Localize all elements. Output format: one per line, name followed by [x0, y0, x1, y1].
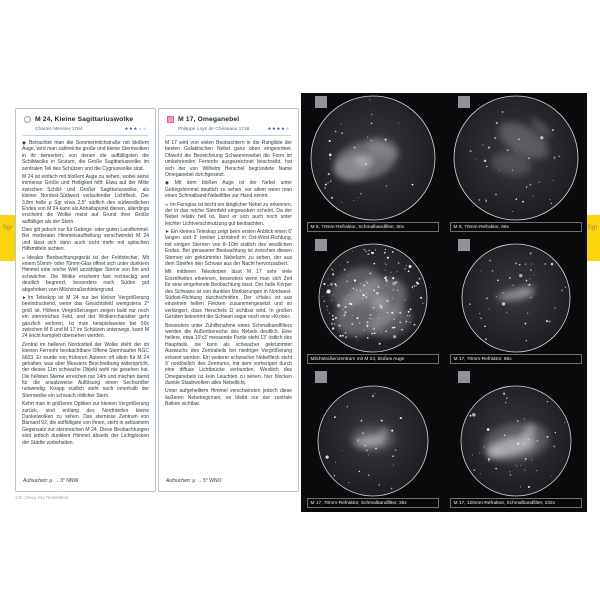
paragraph: ◉ Betrachtet man die Sommermilchstraße mit bloßem Auge, wird man zahlreiche große und kleine Sternwolken in ihr bemerken, von denen die auffälligsten die Schildwolke in Scutum, die Große Sagittariuswolke im zentralen Teil des Schützen und die Cygnuswolke sind. [22, 140, 149, 172]
paragraph: Dies gilt jedoch nur für Gebirgs- oder guten Landhimmel. Bei moderater Himmelsaufhellung verschwindet M 24 und lässt sich dann auch nicht mehr mit optischen Hilfsmitteln sichten. [22, 227, 149, 253]
sketch-cell [444, 236, 587, 368]
page-number: 132 | Deep Sky Reiseführer [15, 495, 69, 500]
finder-label: Aufsuchen: [23, 478, 49, 484]
section-tab-sgr-right [585, 215, 600, 261]
orientation-marker [315, 96, 327, 108]
eyepiece-sketch [461, 243, 571, 353]
section-tab-sgr-left [0, 215, 15, 261]
paragraph: ➤ Ein kleines Teleskop zeigt beim ersten Anblick einen 6' langen und 2' breiten Lichtstreif in Ost-West-Richtung, mit einigen Sternen von 8–10m südlich des westlichen Endes. Bei genauerer Beobachtung ist zwischen diesen Sternen ein gekrümmter Nebelarm zu sehen, der aus dem Streifen den Schwan aus der Nacht hervorzaubert. [165, 229, 292, 268]
finder-direction: μ → 5° WNO [192, 478, 222, 484]
orientation-marker [458, 96, 470, 108]
sketch-caption: Milchstraßenzentrum mit M 24, bloßes Auge [307, 354, 439, 364]
finder-direction: μ → 3° NNW [49, 478, 79, 484]
orientation-marker [315, 371, 327, 383]
sketch-caption: M 17, 70mm-Refraktor, 66x [450, 354, 582, 364]
orientation-marker [315, 239, 327, 251]
telescope-icon: ➤ [165, 229, 169, 235]
paragraph: M 17 wird von vielen Beobachtern in die Rangliste der besten Galaktischen Nebel ganz oben eingeordnet. Obwohl die Bezeichnung Schwanennebel die Form im umkehrenden Fernrohr ausgezeichnet beschreibt, hat sich der von Wilhelm Herschel begründete Name Omeganebel durchgesetzt. [165, 140, 292, 178]
byline [178, 126, 290, 132]
binoculars-icon: ∞ [165, 201, 169, 207]
section-tab-label: Sgr [2, 224, 13, 231]
article-m17 [158, 108, 299, 492]
byline [35, 126, 147, 132]
binoculars-icon: ∞ [22, 254, 26, 260]
article-body [165, 140, 292, 408]
eyepiece-sketch [317, 385, 429, 497]
paragraph: Besonders unter Zuhilfenahme eines Schmalbandfilters werden die Außenbereiche des Nebels deutlich. Eine hellere, etwa 10'x3' messende Partie steht 13' östlich des Hauptteils, sie kann als schwacher gekrümmter Auswuchs des Zentralteils bei niedriger Vergrößerung erkannt werden. Ein weiterer schwacher Nebelfleck steht 9' nordöstlich des Zentrums, mit dem vorherigen durch eine diffuse Lichtbrücke verbunden. Westlich des Omeganebels ist kein Leuchten zu sehen, hier blocken dunkle Staubwolken alles Nebellicht. [165, 322, 292, 387]
paragraph: ∞ Im Fernglas ist leicht ein länglicher Nebel zu erkennen, der in das reiche Sternfeld eingewoben scheint. Da der Nebel relativ hell ist, lässt er sich auch noch unter leichter Lichtverschmutzung gut beobachten. [165, 201, 292, 227]
finder-hint [166, 478, 291, 484]
sketch-cell [444, 93, 587, 236]
starcloud-type-icon [24, 116, 31, 123]
eyepiece-sketch [453, 95, 579, 221]
eyepiece-sketch [318, 243, 428, 353]
orientation-marker [458, 239, 470, 251]
article-body [22, 140, 149, 446]
sketch-caption: M 8, 70mm-Refraktor, Schmalbandfilter, 50x [307, 222, 439, 232]
eyepiece-sketch [310, 95, 436, 221]
header-divider [23, 135, 148, 136]
sketch-cell [301, 93, 444, 236]
left-page [15, 108, 299, 492]
header-divider [166, 135, 291, 136]
paragraph: M 24 ist einfach mit bloßem Auge zu sehen, wobei seine immense Größe und Helligkeit hilft: Etwa auf der Mitte zwischen Schild- und Großer Sagittariuswolke, als kleiner Nordost-Südwest verlaufender Lichtfleck. Der 3,8m helle μ Sgr etwa 2,5° südlich des südwestlichen Endes von M 24 kann als Anhaltspunkt dienen, allerdings erscheint die Wolke meist auf Grund ihrer Größe auffälliger als der Stern. [22, 173, 149, 225]
paragraph: Mit mittleren Teleskopen lässt M 17 sehr viele Einzelheiten erkennen, besonders wenn man sich Zeit für eine eingehende Beobachtung lässt. Der helle Körper des Schwans ist von dunklen Markierungen in Nordwest-Südost-Richtung durchschnitten. Der »Hals« ist aus einzelnen hellen Flecken zusammengesetzt und so verlängert, dass Herschels Ω sichtbar wird. In großen Geräten bekommt der Schwan sogar noch eine »Krone«. [165, 269, 292, 321]
nebula-type-icon [167, 116, 174, 123]
paragraph: Kehrt man in größeren Optiken zur kleinen Vergrößerung zurück, sind entlang des Nordrandes kleine Dunkelwolken zu sehen. Das sternlose Zentrum von Barnard 92, die auffälligste von ihnen, steht in seltsamem Gegensatz zur sternreichen M 24. Diese Beobachtungen sind jedoch dunklem Himmel abseits der Lichtglocken der Städte vorbehalten. [22, 401, 149, 446]
sketch-caption: M 8, 70mm-Refraktor, 66x [450, 222, 582, 232]
telescope-icon: ➤ [22, 294, 26, 300]
paragraph: ∞ Ideales Beobachtungsgerät ist der Feldstecher. Mit einem 50mm- oder 70mm-Glas öffnet sich unter dunklem Himmel eine reiche Welt unzähliger Sterne von 6m und schwächer. Die Wolke erscheint fast rechteckig und deutlich begrenzt, besonders nach Süden gut abgehoben vom Milchstraßenhintergrund. [22, 254, 149, 293]
finder-label: Aufsuchen: [166, 478, 192, 484]
paragraph: ◉ Mit dem bloßen Auge ist der Nebel unter Gebirgshimmel deutlich zu sehen, vor allem wenn man einen Schmalband-Nebelfilter zur Hand nimmt. [165, 180, 292, 200]
article-header [24, 116, 149, 123]
paragraph: Zentral im helleren Nordostteil der Wolke steht der im kleinen Fernrohr beobachtbare Offene Sternhaufen NGC 6603. Er wurde von früheren Autoren oft allein für M 24 gehalten, was aber Messiers Beschreibung widerspricht, der dieses 11m schwache Objekt wohl nie gesehen hat. Die hellsten Sterne erreichen nur 14m und machen damit für die ansatzweise Auflösung einen Sechszöller notwendig. Knapp südlich steht noch innerhalb der Sternwolke ein schwach rötlicher Stern. [22, 341, 149, 399]
article-m24 [15, 108, 156, 492]
eye-icon: ◉ [22, 140, 27, 145]
sketch-plate [301, 93, 587, 512]
discoverer: Charles Messier 1764 [35, 126, 83, 132]
eyepiece-sketch [460, 385, 572, 497]
sketch-caption: M 17, 70mm-Refraktor, Schmalbandfilter, 36x [307, 498, 439, 508]
paragraph: Unter aufgehelltem Himmel verschwinden jedoch diese äußeren Nebelregionen, es bleibt nur der zentrale Balken sichtbar. [165, 388, 292, 408]
object-title: M 17, Omeganebel [178, 116, 240, 123]
sketch-cell [301, 236, 444, 368]
object-title: M 24, Kleine Sagittariuswolke [35, 116, 134, 123]
sketch-cell [301, 368, 444, 512]
eye-icon: ◉ [165, 180, 173, 186]
section-tab-label: Sgr [587, 224, 598, 231]
sketch-caption: M 17, 120mm-Refraktor, Schmalbandfilter, 102x [450, 498, 582, 508]
discoverer: Philippe Loys de Chéseaux 1746 [178, 126, 250, 132]
rating-stars: ★★★★★ [267, 126, 290, 131]
rating-stars: ★★★★★ [124, 126, 147, 131]
finder-hint [23, 478, 148, 484]
orientation-marker [458, 371, 470, 383]
sketch-cell [444, 368, 587, 512]
paragraph: ➤ Im Teleskop ist M 24 nur bei kleiner Vergrößerung beeindruckend, wenn das Gesichtsfeld wenigstens 2° groß ist. Höhere Vergrößerungen zeigen bald nur noch ein sternreiches Feld, und der Wolkencharakter geht gänzlich verloren. Ist man beispielsweise bei 50x zwischen M 8 und M 17 im Schützen unterwegs, kann M 24 leicht komplett übersehen werden. [22, 294, 149, 340]
article-header [167, 116, 292, 123]
